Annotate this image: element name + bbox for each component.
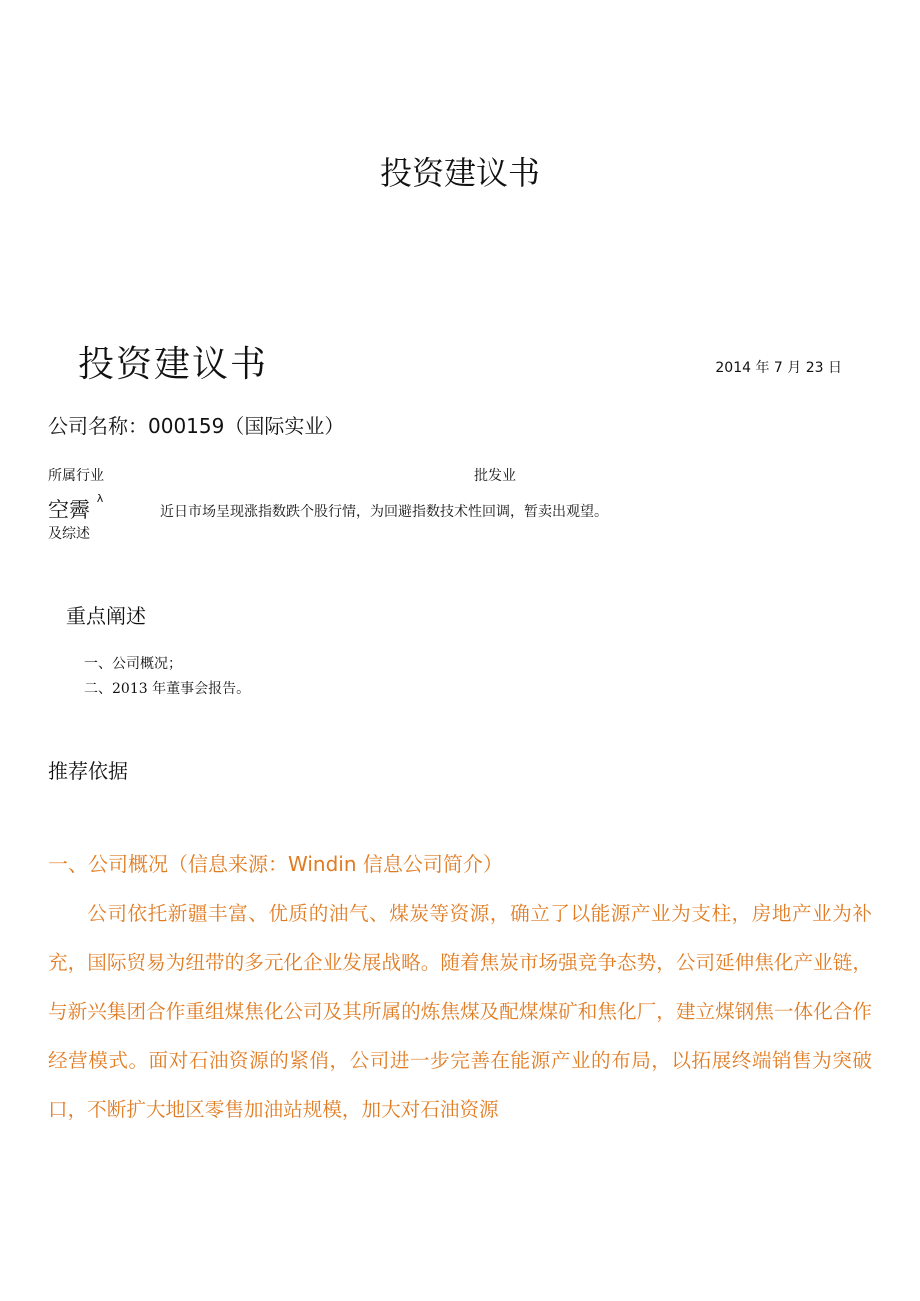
key-point-item: 二、2013 年董事会报告。 (84, 681, 251, 697)
header-date: 2014 年 7 月 23 日 (715, 360, 842, 376)
document-title: 投资建议书 (379, 154, 540, 192)
section-heading: 一、公司概况（信息来源：Windin 信息公司简介） (48, 852, 503, 876)
company-name: 公司名称：000159（国际实业） (48, 414, 345, 438)
basis-heading: 推荐依据 (48, 759, 128, 783)
industry-label: 所属行业 (48, 468, 104, 484)
summary-text: 近日市场呈现涨指数跌个股行情，为回避指数技术性回调，暂卖出观望。 (160, 504, 608, 520)
summary-label-sub: 及综述 (48, 526, 90, 542)
section-paragraph: 公司依托新疆丰富、优质的油气、煤炭等资源，确立了以能源产业为支柱，房地产业为补充，国际贸易为纽带的多元化企业发展战略。随着焦炭市场强竞争态势，公司延伸焦化产业链，与新兴集团合作重组煤焦化公司及其所属的炼焦煤及配煤煤矿和焦化厂，建立煤钢焦一体化合作经营模式。面对石油资源的紧俏，公司进一步完善在能源产业的布局，以拓展终端销售为突破口，不断扩大地区零售加油站规模，加大对石油资源 (48, 902, 872, 1121)
key-point-item: 一、公司概况； (84, 656, 182, 672)
header-title: 投资建议书 (78, 344, 269, 385)
summary-label-main: 空霽 (48, 498, 90, 522)
summary-label-mark: λ (96, 492, 104, 505)
industry-value: 批发业 (474, 468, 516, 484)
summary-label (48, 494, 103, 524)
key-points-heading: 重点阐述 (66, 604, 146, 628)
